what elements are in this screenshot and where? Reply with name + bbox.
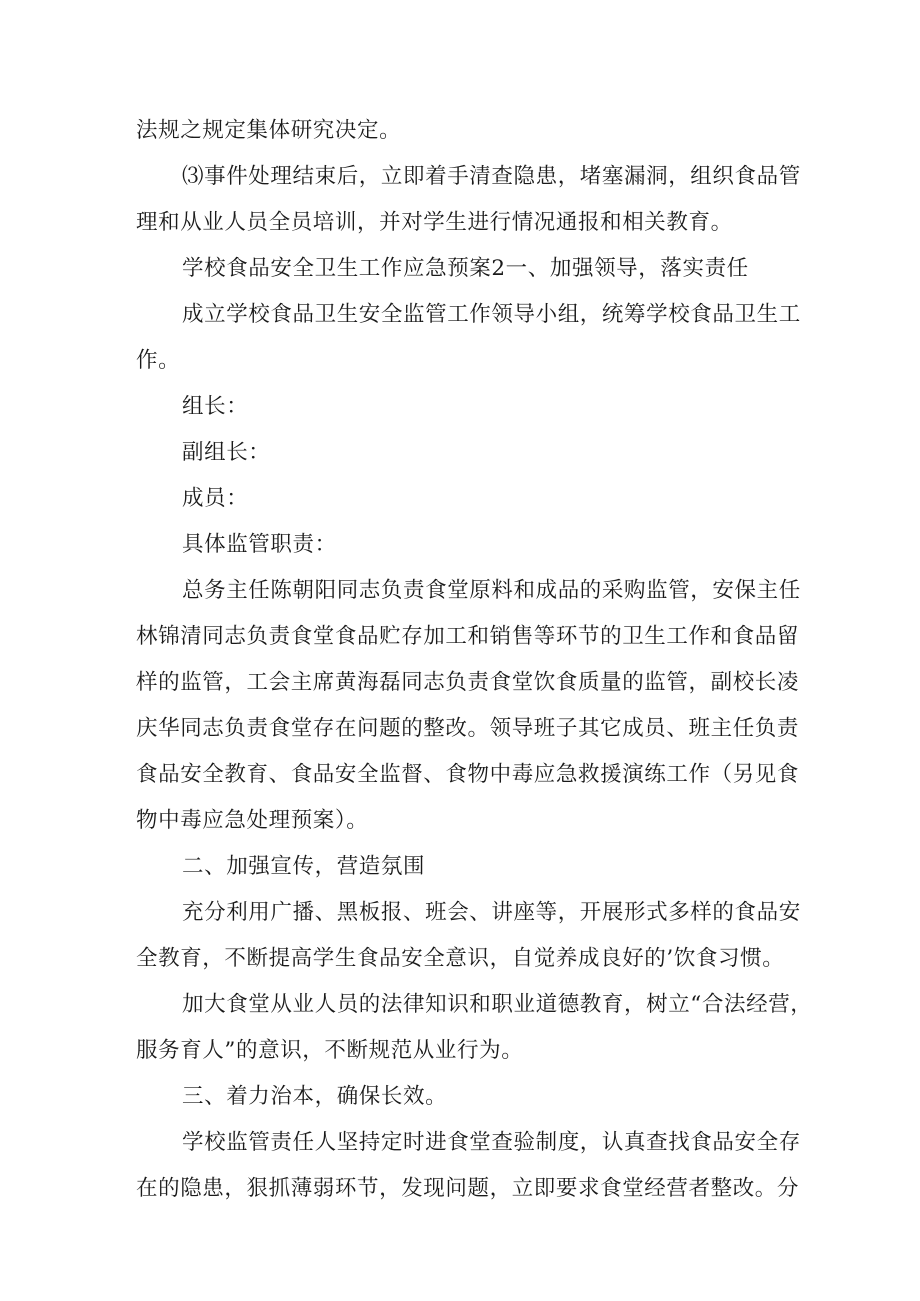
form-label-members: 成员：	[182, 486, 249, 511]
text-line: 法规之规定集体研究决定。	[136, 118, 402, 143]
form-label-deputy-leader: 副组长：	[182, 440, 271, 465]
text-line: 学校监管责任人坚持定时进食堂查验制度，认真查找食品安全存	[182, 1130, 801, 1155]
text-line: 林锦清同志负责食堂食品贮存加工和销售等环节的卫生工作和食品留	[136, 624, 800, 649]
section-heading: 二、加强宣传，营造氛围	[182, 854, 426, 879]
text-line: 成立学校食品卫生安全监管工作领导小组，统筹学校食品卫生工	[182, 302, 801, 327]
text-line: ⑶事件处理结束后，立即着手清查隐患，堵塞漏洞，组织食品管	[182, 164, 801, 189]
text-line: 庆华同志负责食堂存在问题的整改。领导班子其它成员、班主任负责	[136, 716, 800, 741]
text-line: 食品安全教育、食品安全监督、食物中毒应急救援演练工作（另见食	[136, 762, 800, 787]
form-label-leader: 组长：	[182, 394, 249, 419]
text-line: 服务育人”的意识，不断规范从业行为。	[136, 1038, 524, 1063]
document-body	[136, 108, 813, 1212]
text-line: 在的隐患，狠抓薄弱环节，发现问题，立即要求食堂经营者整改。分	[136, 1176, 800, 1201]
text-line: 具体监管职责：	[182, 532, 337, 557]
text-line: 样的监管，工会主席黄海磊同志负责食堂饮食质量的监管，副校长凌	[136, 670, 800, 695]
text-line: 充分利用广播、黑板报、班会、讲座等，开展形式多样的食品安	[182, 900, 801, 925]
text-line: 全教育，不断提高学生食品安全意识，自觉养成良好的’饮食习惯。	[136, 946, 785, 971]
section-heading: 学校食品安全卫生工作应急预案2一、加强领导，落实责任	[182, 256, 749, 281]
text-line: 总务主任陈朝阳同志负责食堂原料和成品的采购监管，安保主任	[182, 578, 801, 603]
text-line: 加大食堂从业人员的法律知识和职业道德教育，树立“合法经营，	[182, 992, 813, 1017]
text-line: 作。	[136, 348, 181, 373]
text-line: 理和从业人员全员培训，并对学生进行情况通报和相关教育。	[136, 210, 733, 235]
text-line: 物中毒应急处理预案）。	[136, 808, 369, 833]
section-heading: 三、着力治本，确保长效。	[182, 1084, 448, 1109]
